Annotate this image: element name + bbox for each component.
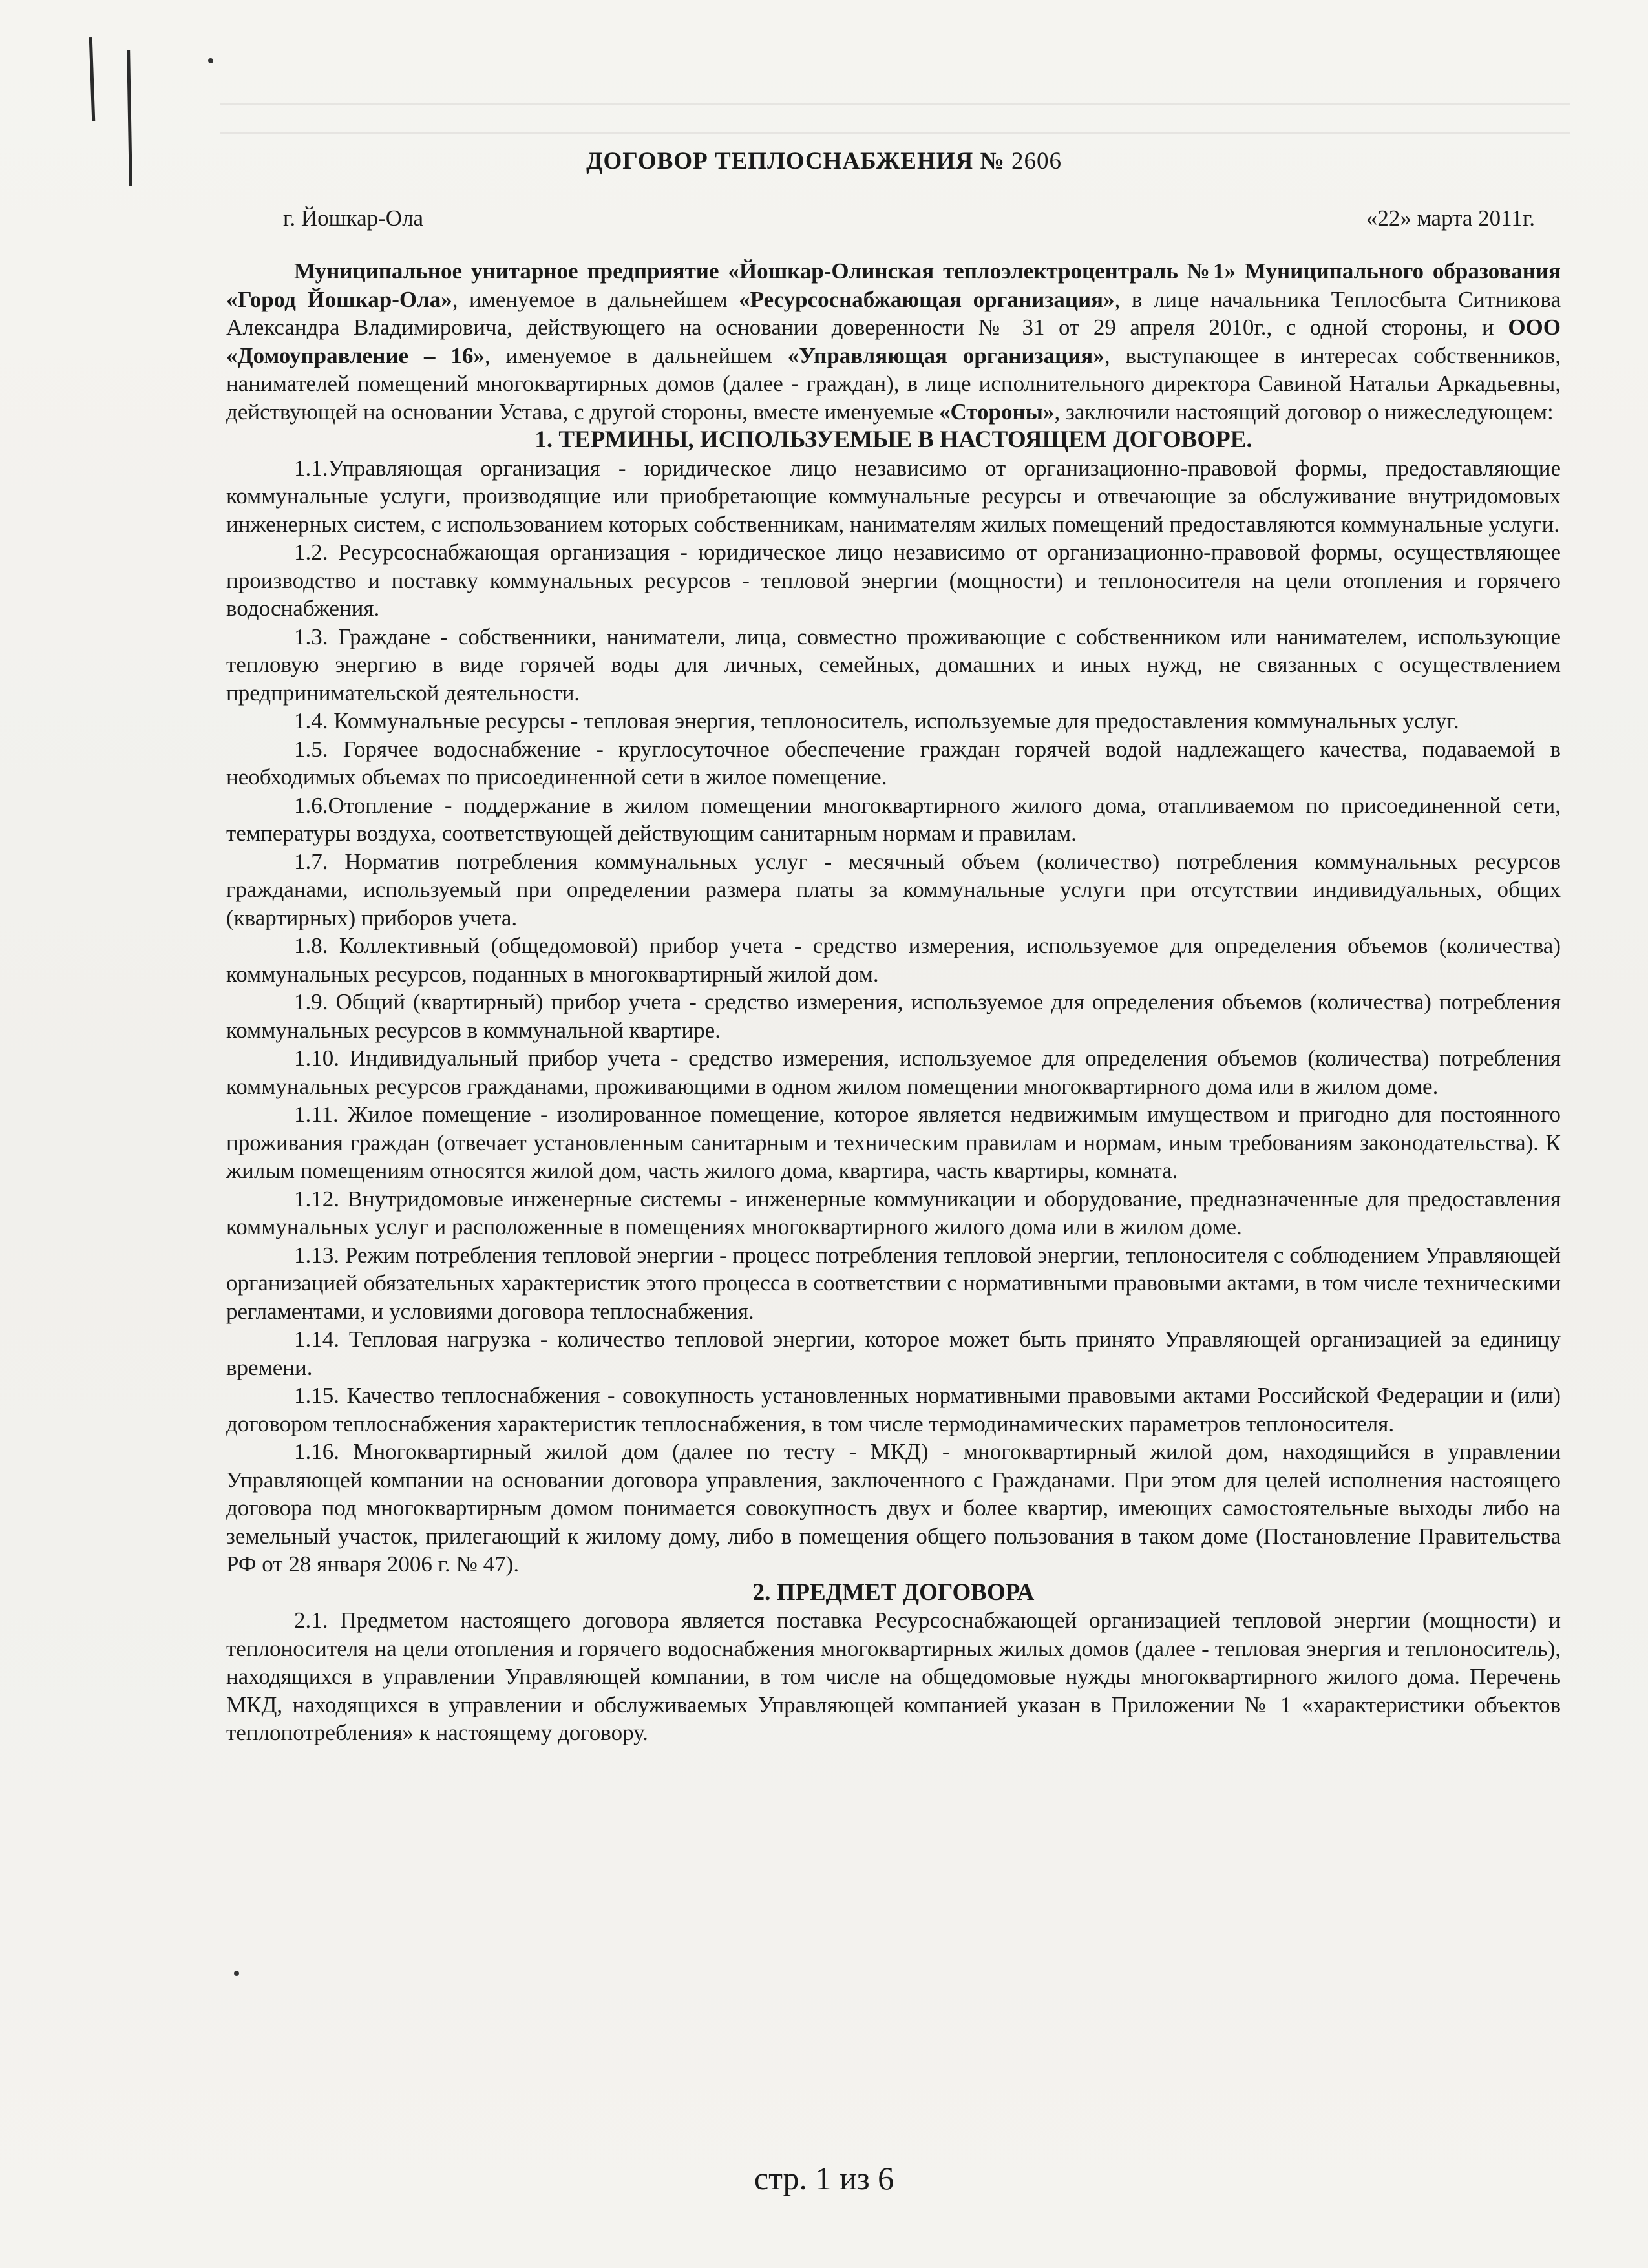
clause: 1.8. Коллективный (общедомовой) прибор учета - средство измерения, используемое для определения объемов (количества) коммунальных ресурсов, поданных в многоквартирный жилой дом. (226, 933, 1561, 987)
party1-name: Муниципальное унитарное предприятие «Йошкар-Олинская теплоэлектроцентраль №1» Муниципального образования «Город Йошкар-Ола» (226, 258, 1561, 312)
clause: 1.3. Граждане - собственники, наниматели, лица, совместно проживающие с собственником или нанимателем, использующие тепловую энергию в виде горячей воды для личных, семейных, домашних и иных нужд, не связанных с осуществлением предпринимательской деятельности. (226, 624, 1561, 706)
clause: 1.7. Норматив потребления коммунальных услуг - месячный объем (количество) потребления коммунальных ресурсов гражданами, используемый при определении размера платы за коммунальные услуги при отсутствии индивидуальных, общих (квартирных) приборов учета. (226, 848, 1561, 930)
section2-heading: 2. ПРЕДМЕТ ДОГОВОРА (752, 1579, 1035, 1606)
pen-mark (89, 37, 96, 121)
section1-heading: 1. ТЕРМИНЫ, ИСПОЛЬЗУЕМЫЕ В НАСТОЯЩЕМ ДОГОВОРЕ. (534, 426, 1252, 453)
clause: 1.14. Тепловая нагрузка - количество тепловой энергии, которое может быть принято Управляющей организацией за единицу времени. (226, 1327, 1561, 1380)
party2-name: ООО «Домоуправление – 16» (226, 315, 1561, 368)
clause: 1.10. Индивидуальный прибор учета - средство измерения, используемое для определения объемов (количества) потребления коммунальных ресурсов гражданами, проживающими в одном жилом помещении многоквартирного дома или в жилом доме. (226, 1045, 1561, 1099)
clause: 1.5. Горячее водоснабжение - круглосуточное обеспечение граждан горячей водой надлежащего качества, подаваемой в необходимых объемах по присоединенной сети в жилое помещение. (226, 736, 1561, 790)
city: г. Йошкар-Ола (283, 205, 424, 231)
clause: 1.6.Отопление - поддержание в жилом помещении многоквартирного жилого дома, отапливаемом по присоединенной сети, температуры воздуха, соответствующей действующим санитарным нормам и правилам. (226, 792, 1561, 846)
bleed-through-line (220, 132, 1570, 134)
clause: 1.16. Многоквартирный жилой дом (далее по тесту - МКД) - многоквартирный жилой дом, находящийся в управлении Управляющей компании на основании договора управления, заключенного с Гражданами. При этом для целей исполнения настоящего договора под многоквартирным домом понимается совокупность двух и более квартир, имеющих самостоятельные выходы либо на земельный участок, прилегающий к жилому дому, либо в помещения общего пользования в таком доме (Постановление Правительства РФ от 28 января 2006 г. № 47). (226, 1439, 1561, 1577)
clause: 1.15. Качество теплоснабжения - совокупность установленных нормативными правовыми актами Российской Федерации и (или) договором теплоснабжения характеристик теплоснабжения, в том числе термодинамических параметров теплоносителя. (226, 1383, 1561, 1436)
clause: 1.1.Управляющая организация - юридическое лицо независимо от организационно-правовой формы, предоставляющие коммунальные услуги, производящие или приобретающие коммунальные ресурсы и отвечающие за обслуживание внутридомовых инженерных систем, с использованием которых собственникам, нанимателям жилых помещений предоставляются коммунальные услуги. (226, 455, 1561, 537)
clause: 1.13. Режим потребления тепловой энергии - процесс потребления тепловой энергии, теплоносителя с соблюдением Управляющей организацией обязательных характеристик этого процесса в соответствии с нормативными правовыми актами, в том числе техническими регламентами, и условиями договора теплоснабжения. (226, 1242, 1561, 1324)
clause: 1.11. Жилое помещение - изолированное помещение, которое является недвижимым имуществом и пригодно для постоянного проживания граждан (отвечает установленным санитарным и техническим правилам и нормам, иным требованиям законодательства). К жилым помещениям относятся жилой дом, часть жилого дома, квартира, часть квартиры, комната. (226, 1102, 1561, 1183)
page-number: стр. 1 из 6 (754, 2160, 894, 2196)
sides-alias: «Стороны» (938, 399, 1055, 425)
clause: 1.2. Ресурсоснабжающая организация - юридическое лицо независимо от организационно-правовой формы, осуществляющее производство и поставку коммунальных ресурсов - тепловой энергии (мощности) и теплоносителя на цели отопления и горячего водоснабжения. (226, 540, 1561, 621)
speck (208, 58, 213, 63)
clause: 1.12. Внутридомовые инженерные системы - инженерные коммуникации и оборудование, предназначенные для предоставления коммунальных услуг и расположенные в помещениях многоквартирного жилого дома или в жилом доме. (226, 1186, 1561, 1239)
clause: 2.1. Предметом настоящего договора является поставка Ресурсоснабжающей организацией тепловой энергии (мощности) и теплоносителя на цели отопления и горячего водоснабжения многоквартирных жилых домов (далее - тепловая энергия и теплоноситель), находящихся в управлении Управляющей компании, в том числе на общедомовые нужды многоквартирного жилого дома. Перечень МКД, находящихся в управлении и обслуживаемых Управляющей компанией указан в Приложении № 1 «характеристики объектов теплопотребления» к настоящему договору. (226, 1608, 1561, 1745)
party1-alias: «Ресурсоснабжающая организация» (739, 286, 1115, 312)
clause: 1.9. Общий (квартирный) прибор учета - средство измерения, используемое для определения объемов (количества) потребления коммунальных ресурсов в коммунальной квартире. (226, 989, 1561, 1043)
contract-date: «22» марта 2011г. (1366, 205, 1535, 231)
bleed-through-line (220, 103, 1570, 105)
title-prefix: ДОГОВОР ТЕПЛОСНАБЖЕНИЯ № (586, 148, 1005, 174)
contract-number: 2606 (1011, 148, 1062, 174)
clause: 1.4. Коммунальные ресурсы - тепловая энергия, теплоноситель, используемые для предоставления коммунальных услуг. (294, 708, 1459, 733)
party2-alias: «Управляющая организация» (787, 342, 1104, 368)
document-body (226, 257, 1561, 1747)
speck (234, 1971, 239, 1976)
document-title (0, 147, 1648, 175)
intro-paragraph: Муниципальное унитарное предприятие «Йошкар-Олинская теплоэлектроцентраль №1» Муниципального образования «Город Йошкар-Ола», именуемое в дальнейшем «Ресурсоснабжающая организация», в лице начальника Теплосбыта Ситникова Александра Владимировича, действующего на основании доверенности № 31 от 29 апреля 2010г., с одной стороны, и ООО «Домоуправление – 16», именуемое в дальнейшем «Управляющая организация», выступающее в интересах собственников, нанимателей помещений многоквартирных домов (далее - граждан), в лице исполнительного директора Савиной Натальи Аркадьевны, действующей на основании Устава, с другой стороны, вместе именуемые «Стороны», заключили настоящий договор о нижеследующем: (226, 258, 1561, 425)
